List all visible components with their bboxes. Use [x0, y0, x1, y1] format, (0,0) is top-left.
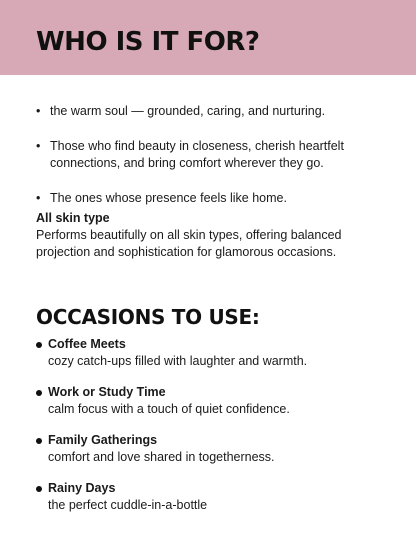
occasions-list	[36, 336, 376, 528]
occasion-name: Coffee Meets	[48, 337, 126, 351]
skin-type-description: Performs beautifully on all skin types, offering balanced projection and sophistication for glamorous occasions.	[36, 228, 342, 259]
occasion-item	[36, 432, 376, 466]
occasion-name: Rainy Days	[48, 481, 116, 495]
occasion-name: Work or Study Time	[48, 385, 166, 399]
audience-list	[36, 103, 376, 225]
audience-item: • Those who find beauty in closeness, cherish heartfelt connections, and bring comfort wherever they go.	[36, 138, 376, 172]
occasion-description: calm focus with a touch of quiet confidence.	[48, 402, 290, 416]
occasion-description: cozy catch-ups filled with laughter and warmth.	[48, 354, 308, 368]
occasions-title: OCCASIONS TO USE:	[36, 305, 260, 329]
skin-type-section	[36, 210, 376, 261]
page-title: WHO IS IT FOR?	[36, 27, 260, 57]
occasion-description: comfort and love shared in togetherness.	[48, 450, 275, 464]
bullet-dot-icon	[36, 390, 42, 396]
occasion-name: Family Gatherings	[48, 433, 158, 447]
bullet-dot-icon	[36, 438, 42, 444]
bullet-dot-icon	[36, 342, 42, 348]
occasion-item	[36, 384, 376, 418]
occasion-item	[36, 336, 376, 370]
bullet-dot-icon	[36, 486, 42, 492]
occasion-description: the perfect cuddle-in-a-bottle	[48, 498, 208, 512]
audience-item: • The ones whose presence feels like home.	[36, 190, 376, 207]
occasion-item	[36, 480, 376, 514]
audience-item: • the warm soul — grounded, caring, and nurturing.	[36, 103, 376, 120]
skin-type-title: All skin type	[36, 211, 110, 225]
